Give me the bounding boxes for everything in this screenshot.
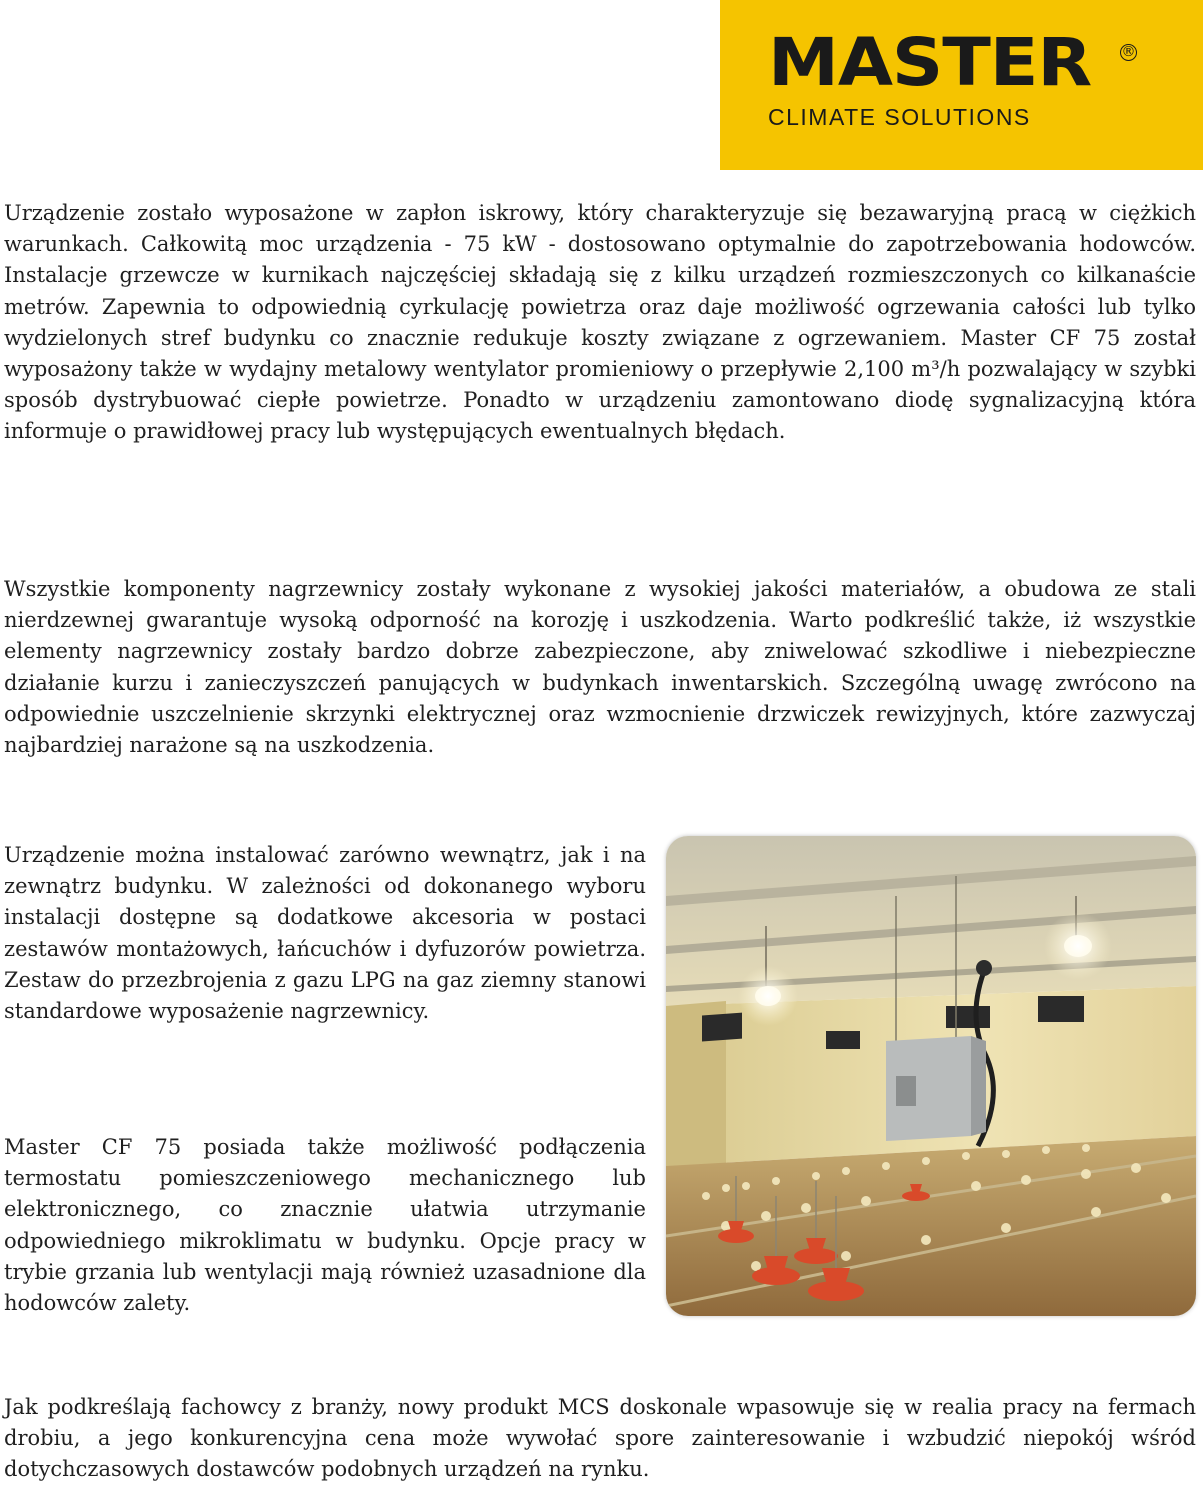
paragraph-installation: Urządzenie można instalować zarówno wewnątrz, jak i na zewnątrz budynku. W zależności od dokonanego wyboru instalacji dostępne są dodatkowe akcesoria w postaci zestawów montażowych, łańcuchów i dyfuzorów powietrza. Zestaw do przezbrojenia z gazu LPG na gaz ziemny stanowi standardowe wyposażenie nagrzewnicy. (4, 843, 646, 1024)
paragraph-thermostat: Master CF 75 posiada także możliwość podłączenia termostatu pomieszczeniowego mechanicznego lub elektronicznego, co znacznie ułatwia utrzymanie odpowiedniego mikroklimatu w budynku. Opcje pracy w trybie grzania lub wentylacji mają również uzasadnione dla hodowców zalety. (4, 1135, 646, 1316)
paragraph-ignition: Urządzenie zostało wyposażone w zapłon iskrowy, który charakteryzuje się bezawaryjną pracą w ciężkich warunkach. Całkowitą moc urządzenia - 75 kW - dostosowano optymalnie do zapotrzebowania hodowców. Instalacje grzewcze w kurnikach najczęściej składają się z kilku urządzeń rozmieszczonych co kilkanaście metrów. Zapewnia to odpowiednią cyrkulację powietrza oraz daje możliwość ogrzewania całości lub tylko wydzielonych stref budynku co znacznie redukuje koszty związane z ogrzewaniem. Master CF 75 został wyposażony także w wydajny metalowy wentylator promieniowy o przepływie 2,100 m³/h pozwalający w szybki sposób dystrybuować ciepłe powietrze. Ponadto w urządzeniu zamontowano diodę sygnalizacyjną która informuje o prawidłowej pracy lub występujących ewentualnych błędach. (4, 201, 1196, 444)
master-logo (720, 0, 1203, 170)
poultry-house-illustration (666, 836, 1196, 1316)
paragraph-components: Wszystkie komponenty nagrzewnicy zostały wykonane z wysokiej jakości materiałów, a obudowa ze stali nierdzewnej gwarantuje wysoką odporność na korozję i uszkodzenia. Warto podkreślić także, iż wszystkie elementy nagrzewnicy zostały bardzo dobrze zabezpieczone, aby zniwelować szkodliwe i niebezpieczne działanie kurzu i zanieczyszczeń panujących w budynkach inwentarskich. Szczególną uwagę zwrócono na odpowiednie uszczelnienie skrzynki elektrycznej oraz wzmocnienie drzwiczek rewizyjnych, które zazwyczaj najbardziej narażone są na uszkodzenia. (4, 577, 1196, 758)
registered-mark: ® (1121, 44, 1136, 60)
poultry-house-photo (666, 836, 1196, 1316)
paragraph-conclusion: Jak podkreślają fachowcy z branży, nowy produkt MCS doskonale wpasowuje się w realia pracy na fermach drobiu, a jego konkurencyjna cena może wywołać spore zainteresowanie i wzbudzić niepokój wśród dotychczasowych dostawców podobnych urządzeń na rynku. (4, 1395, 1196, 1482)
logo-wordmark: MASTER (768, 24, 1092, 101)
logo-tagline: CLIMATE SOLUTIONS (768, 104, 1031, 130)
